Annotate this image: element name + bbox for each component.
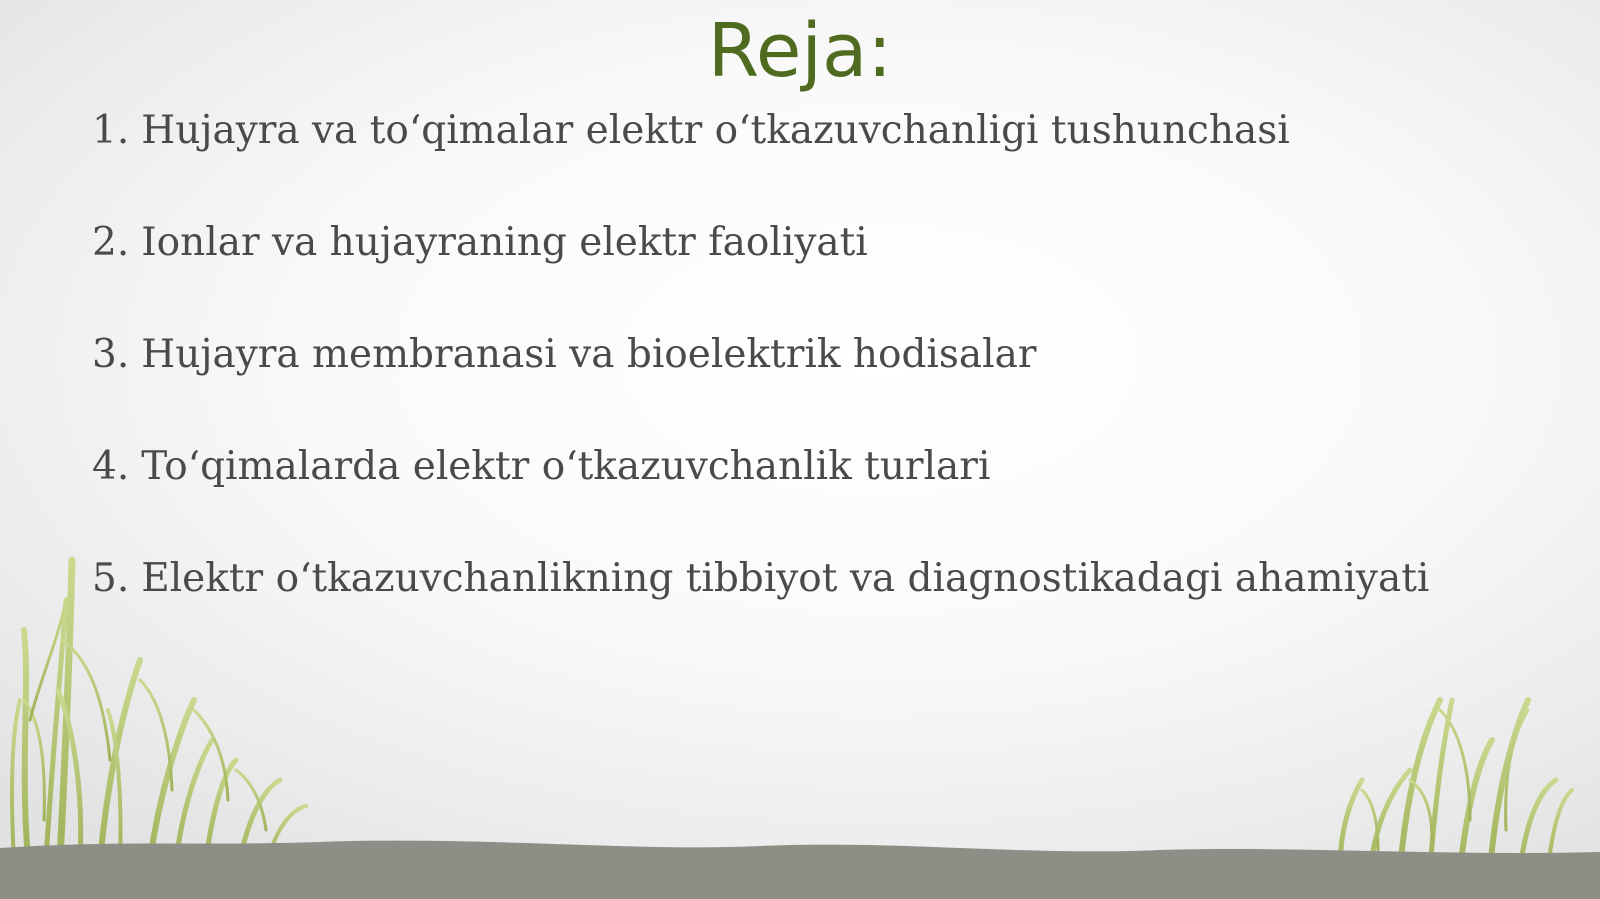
item-text: Hujayra membranasi va bioelektrik hodisalar bbox=[141, 332, 1037, 377]
list-item bbox=[92, 216, 1429, 328]
plan-list bbox=[92, 104, 1429, 664]
item-text: Hujayra va to‘qimalar elektr o‘tkazuvchanligi tushunchasi bbox=[141, 108, 1290, 153]
ground-strip bbox=[0, 841, 1600, 899]
item-number: 2. bbox=[92, 220, 130, 265]
list-item bbox=[92, 328, 1429, 440]
list-item bbox=[92, 440, 1429, 552]
slide-title: Reja: bbox=[707, 8, 893, 94]
item-number: 5. bbox=[92, 556, 130, 601]
item-number: 1. bbox=[92, 108, 130, 153]
item-text: Ionlar va hujayraning elektr faoliyati bbox=[141, 220, 868, 265]
list-item bbox=[92, 552, 1429, 664]
right-grass-icon bbox=[1340, 700, 1572, 870]
item-number: 4. bbox=[92, 444, 130, 489]
list-item bbox=[92, 104, 1429, 216]
item-number: 3. bbox=[92, 332, 130, 377]
item-text: Elektr o‘tkazuvchanlikning tibbiyot va diagnostikadagi ahamiyati bbox=[141, 556, 1430, 601]
item-text: To‘qimalarda elektr o‘tkazuvchanlik turlari bbox=[141, 444, 991, 489]
